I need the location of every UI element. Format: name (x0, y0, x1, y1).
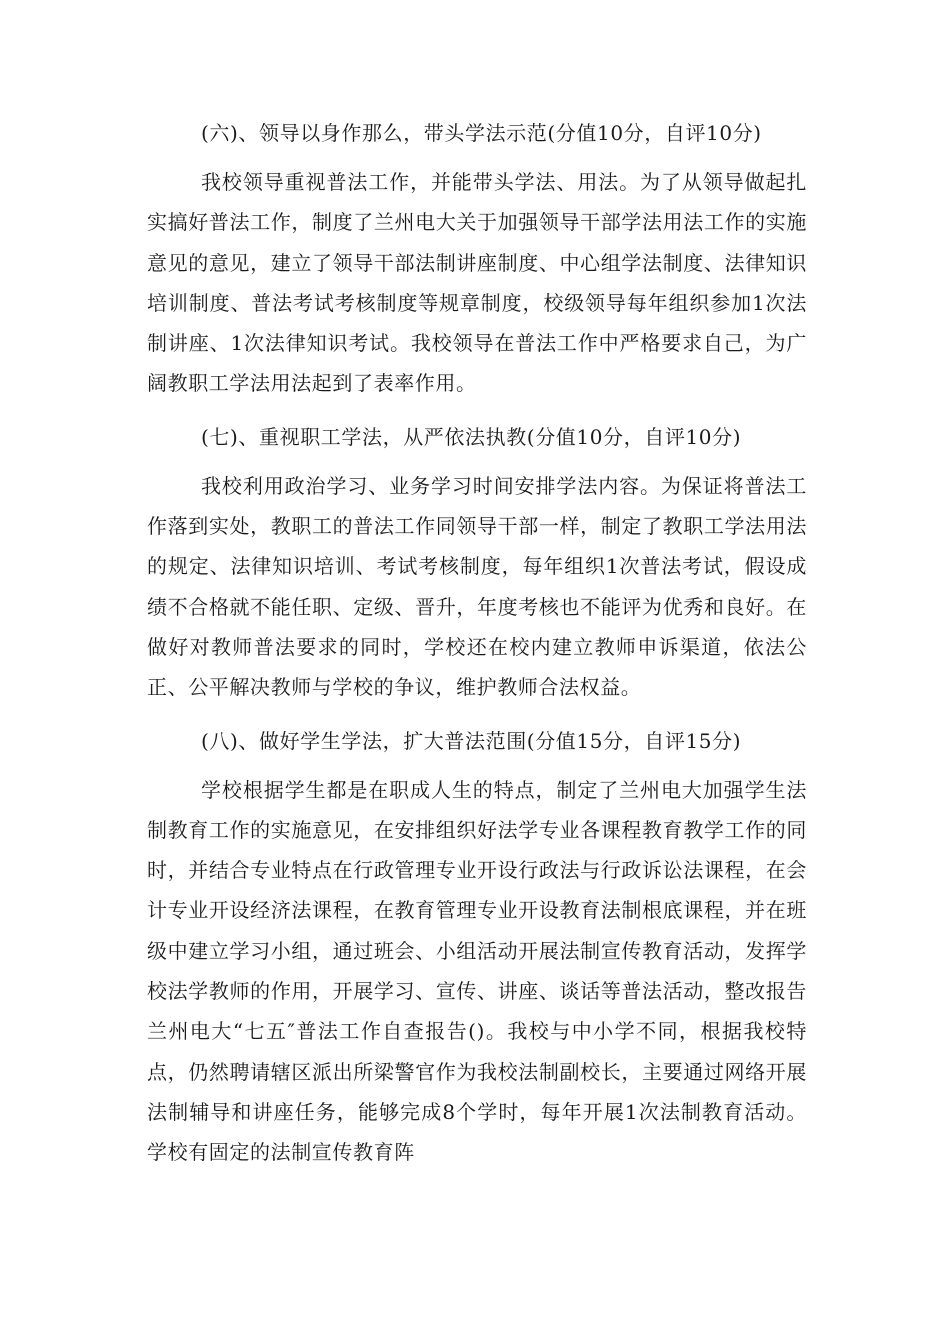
document-page (147, 111, 807, 1184)
section-heading-8: (八)、做好学生学法，扩大普法范围(分值15分，自评15分) (201, 728, 742, 753)
section-body-6: 我校领导重视普法工作，并能带头学法、用法。为了从领导做起扎实搞好普法工作，制度了兰州电大关于加强领导干部学法用法工作的实施意见的意见，建立了领导干部法制讲座制度、中心组学法制度、法律知识培训制度、普法考试考核制度等规章制度，校级领导每年组织参加1次法制讲座、1次法律知识考试。我校领导在普法工作中严格要求自己，为广阔教职工学法用法起到了表率作用。 (147, 170, 807, 396)
section-body-8: 学校根据学生都是在职成人生的特点，制定了兰州电大加强学生法制教育工作的实施意见，在安排组织好法学专业各课程教育教学工作的同时，并结合专业特点在行政管理专业开设行政法与行政诉讼法课程，在会计专业开设经济法课程，在教育管理专业开设教育法制根底课程，并在班级中建立学习小组，通过班会、小组活动开展法制宣传教育活动，发挥学校法学教师的作用，开展学习、宣传、讲座、谈话等普法活动，整改报告兰州电大“七五″普法工作自查报告()。我校与中小学不同，根据我校特点，仍然聘请辖区派出所梁警官作为我校法制副校长，主要通过网络开展法制辅导和讲座任务，能够完成8个学时，每年开展1次法制教育活动。学校有固定的法制宣传教育阵 (147, 777, 807, 1165)
section-heading-6: (六)、领导以身作那么，带头学法示范(分值10分，自评10分) (201, 121, 762, 145)
section-body-7: 我校利用政治学习、业务学习时间安排学法内容。为保证将普法工作落到实处，教职工的普法工作同领导干部一样，制定了教职工学法用法的规定、法律知识培训、考试考核制度，每年组织1次普法考试，假设成绩不合格就不能任职、定级、晋升，年度考核也不能评为优秀和良好。在做好对教师普法要求的同时，学校还在校内建立教师申诉渠道，依法公正、公平解决教师与学校的争议，维护教师合法权益。 (147, 473, 807, 700)
section-heading-7: (七)、重视职工学法，从严依法执教(分值10分，自评10分) (201, 424, 742, 449)
